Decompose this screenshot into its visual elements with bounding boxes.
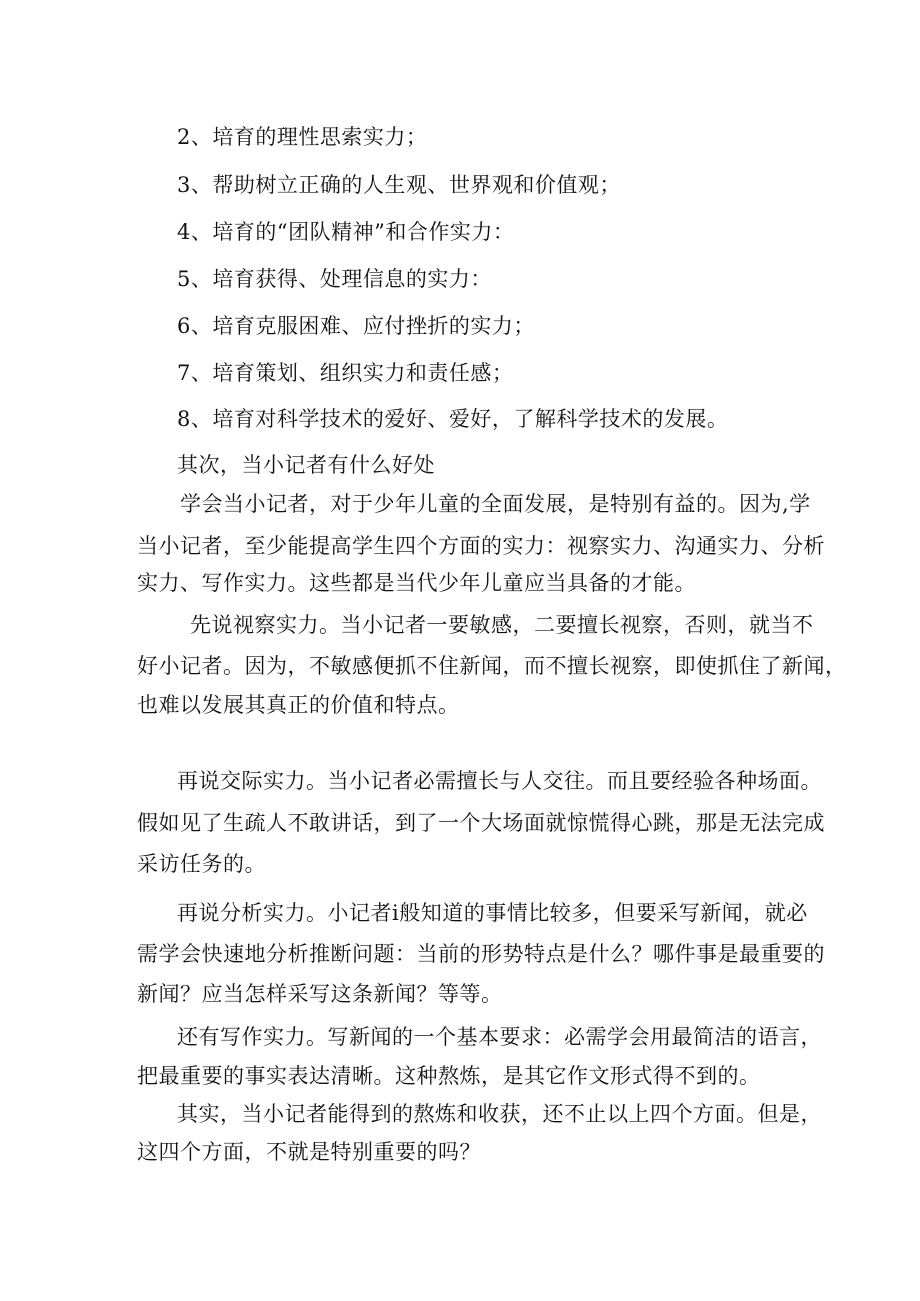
paragraph-2-line-1: 先说视察实力。当小记者一要敏感，二要擅长视察，否则，就当不 bbox=[190, 613, 814, 637]
section-heading: 其次，当小记者有什么好处 bbox=[177, 453, 435, 477]
paragraph-4-line-3: 新闻？应当怎样采写这条新闻？等等。 bbox=[137, 982, 503, 1006]
paragraph-5-line-2: 把最重要的事实表达清晰。这种熬炼，是其它作文形式得不到的。 bbox=[137, 1064, 761, 1088]
paragraph-3-line-1: 再说交际实力。当小记者必需擅长与人交往。而且要经验各种场面。 bbox=[177, 769, 822, 793]
list-item-5: 5、培育获得、处理信息的实力： bbox=[177, 267, 492, 291]
paragraph-3-line-3: 采访任务的。 bbox=[137, 852, 266, 876]
list-item-7: 7、培育策划、组织实力和责任感； bbox=[177, 361, 514, 385]
list-item-3: 3、帮助树立正确的人生观、世界观和价值观； bbox=[177, 173, 621, 197]
paragraph-5-line-1: 还有写作实力。写新闻的一个基本要求：必需学会用最简洁的语言， bbox=[177, 1025, 822, 1049]
paragraph-1-line-1: 学会当小记者，对于少年儿童的全面发展，是特别有益的。因为,学 bbox=[180, 492, 811, 516]
list-item-4: 4、培育的“团队精神”和合作实力： bbox=[177, 220, 515, 244]
paragraph-6-line-1: 其实，当小记者能得到的熬炼和收获，还不止以上四个方面。但是， bbox=[177, 1102, 822, 1126]
paragraph-4-line-1: 再说分析实力。小记者i般知道的事情比较多，但要采写新闻，就必 bbox=[177, 901, 808, 925]
paragraph-2-line-3: 也难以发展其真正的价值和特点。 bbox=[137, 693, 460, 717]
paragraph-6-line-2: 这四个方面，不就是特别重要的吗？ bbox=[137, 1140, 481, 1164]
paragraph-1-line-3: 实力、写作实力。这些都是当代少年儿童应当具备的才能。 bbox=[137, 571, 696, 595]
paragraph-1-line-2: 当小记者，至少能提高学生四个方面的实力：视察实力、沟通实力、分析 bbox=[137, 534, 825, 558]
list-item-8: 8、培育对科学技术的爱好、爱好，了解科学技术的发展。 bbox=[177, 407, 729, 431]
list-item-2: 2、培育的理性思索实力； bbox=[177, 125, 428, 149]
list-item-6: 6、培育克服困难、应付挫折的实力； bbox=[177, 314, 535, 338]
paragraph-3-line-2: 假如见了生疏人不敢讲话，到了一个大场面就惊慌得心跳，那是无法完成 bbox=[137, 811, 825, 835]
paragraph-4-line-2: 需学会快速地分析推断问题：当前的形势特点是什么？哪件事是最重要的 bbox=[137, 942, 825, 966]
paragraph-2-line-2: 好小记者。因为，不敏感便抓不住新闻，而不擅长视察，即使抓住了新闻， bbox=[137, 654, 847, 678]
